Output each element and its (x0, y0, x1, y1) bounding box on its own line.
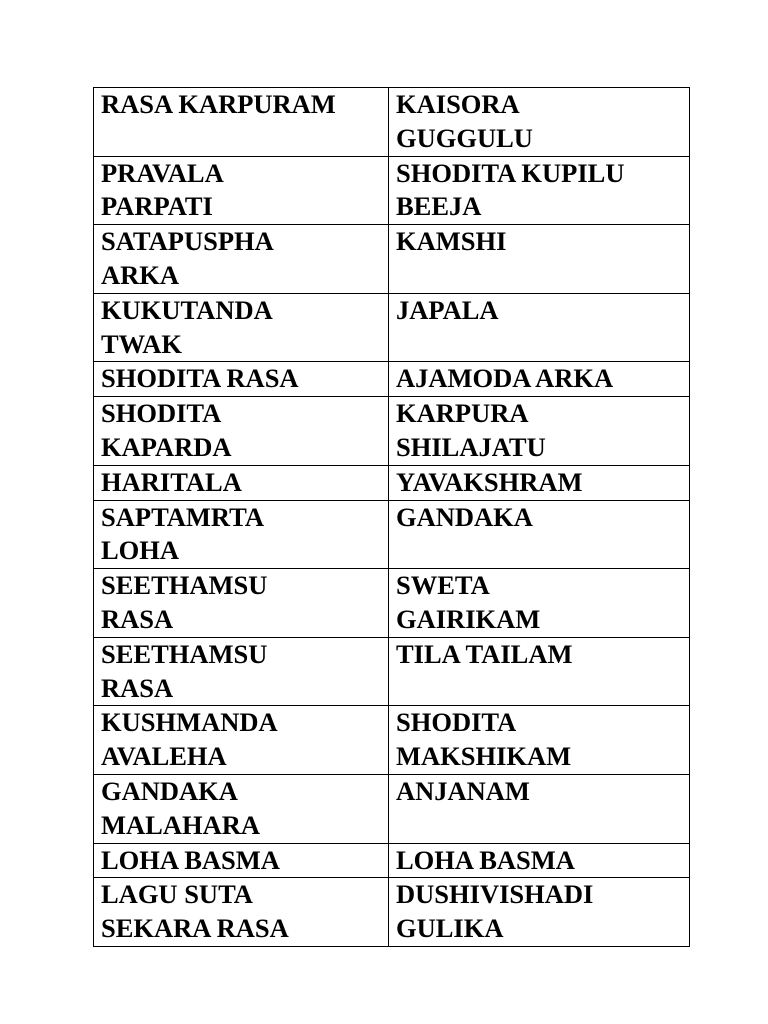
table-cell-right: KARPURA SHILAJATU (389, 397, 690, 466)
table-cell-left: SHODITA KAPARDA (94, 397, 389, 466)
table-row (94, 397, 690, 466)
table-cell-left: KUSHMANDA AVALEHA (94, 706, 389, 775)
table-row (94, 569, 690, 638)
table-cell-right: GANDAKA (389, 500, 690, 569)
table-row (94, 156, 690, 225)
table-cell-right: SHODITA MAKSHIKAM (389, 706, 690, 775)
table-row (94, 774, 690, 843)
table-cell-left: KUKUTANDA TWAK (94, 293, 389, 362)
table-row (94, 225, 690, 294)
table-cell-left: SATAPUSPHA ARKA (94, 225, 389, 294)
table-cell-left: LAGU SUTA SEKARA RASA (94, 878, 389, 947)
table-cell-right: SWETA GAIRIKAM (389, 569, 690, 638)
table-cell-left: HARITALA (94, 465, 389, 500)
table-cell-right: KAMSHI (389, 225, 690, 294)
table-cell-left: RASA KARPURAM (94, 88, 389, 157)
table-cell-right: LOHA BASMA (389, 843, 690, 878)
table-cell-right: KAISORA GUGGULU (389, 88, 690, 157)
table-cell-right: SHODITA KUPILU BEEJA (389, 156, 690, 225)
table-cell-left: SEETHAMSU RASA (94, 637, 389, 706)
table-cell-left: SHODITA RASA (94, 362, 389, 397)
table-cell-right: TILA TAILAM (389, 637, 690, 706)
table-row (94, 500, 690, 569)
table-row (94, 706, 690, 775)
medicine-pairs-table (93, 87, 690, 947)
table-row (94, 637, 690, 706)
table-cell-right: DUSHIVISHADI GULIKA (389, 878, 690, 947)
table-cell-left: PRAVALA PARPATI (94, 156, 389, 225)
table-row (94, 465, 690, 500)
table-row (94, 293, 690, 362)
table-cell-right: AJAMODA ARKA (389, 362, 690, 397)
table-cell-left: SEETHAMSU RASA (94, 569, 389, 638)
table-row (94, 362, 690, 397)
table-cell-right: ANJANAM (389, 774, 690, 843)
table-cell-left: SAPTAMRTA LOHA (94, 500, 389, 569)
table-cell-left: LOHA BASMA (94, 843, 389, 878)
table-row (94, 878, 690, 947)
table-row (94, 843, 690, 878)
table-cell-right: JAPALA (389, 293, 690, 362)
table-cell-right: YAVAKSHRAM (389, 465, 690, 500)
table-row (94, 88, 690, 157)
table-cell-left: GANDAKA MALAHARA (94, 774, 389, 843)
